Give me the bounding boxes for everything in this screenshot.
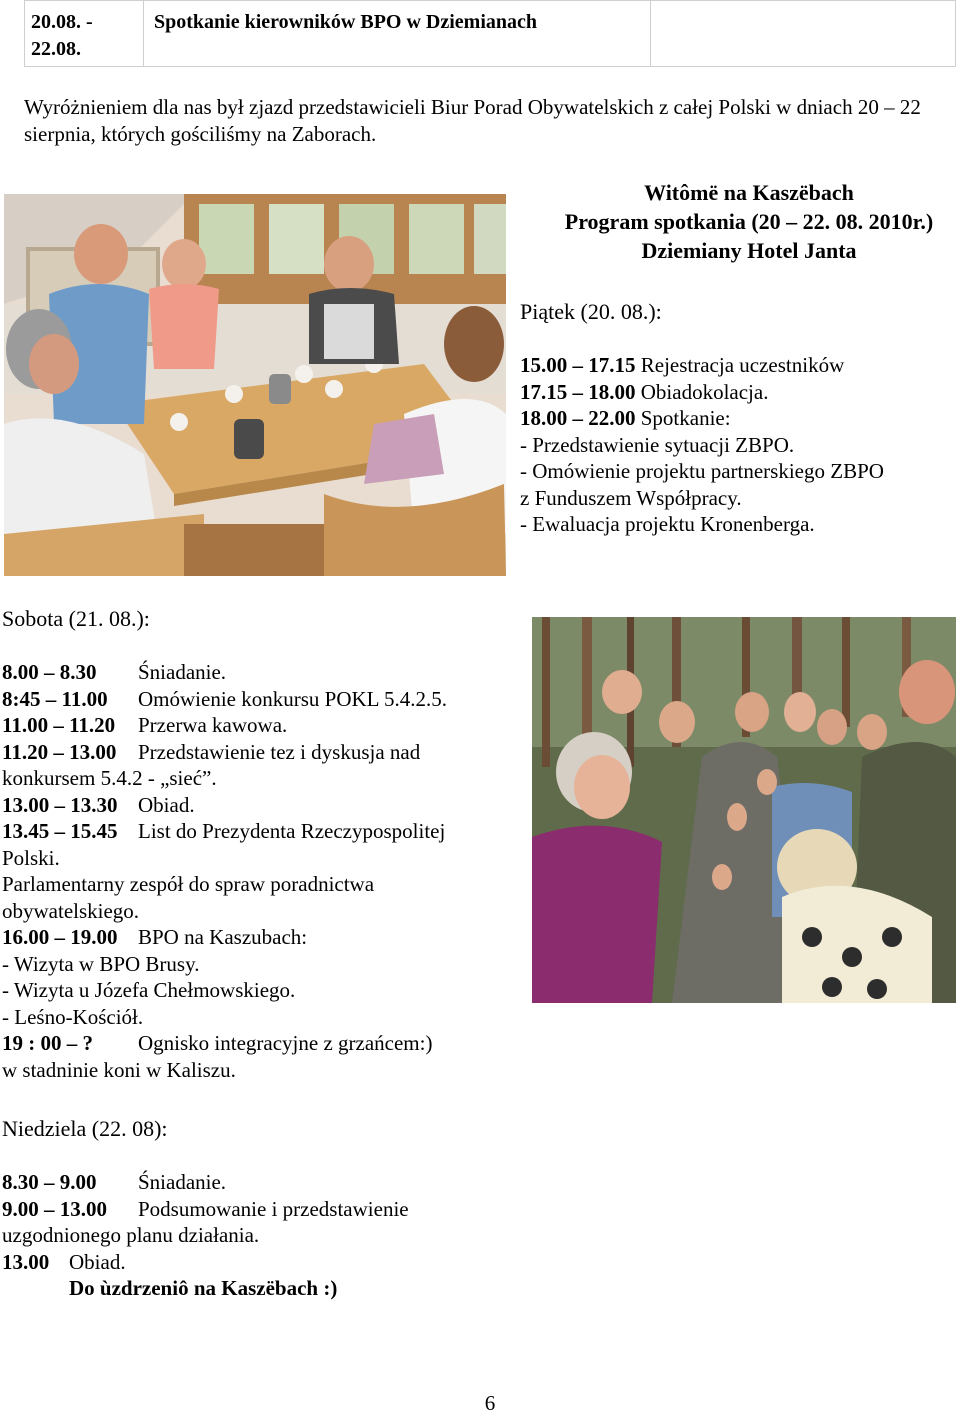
schedule-text: - Omówienie projektu partnerskiego ZBPO xyxy=(520,459,884,483)
schedule-text: w stadninie koni w Kaliszu. xyxy=(2,1057,236,1082)
schedule-time: 15.00 – 17.15 xyxy=(520,353,636,377)
schedule-item xyxy=(2,924,447,951)
saturday-title: Sobota (21. 08.): xyxy=(2,606,150,631)
schedule-time: 19 : 00 – ? xyxy=(2,1031,93,1055)
schedule-item xyxy=(2,1030,447,1057)
schedule-item xyxy=(2,1222,409,1249)
schedule-item xyxy=(2,871,447,898)
schedule-text: Omówienie konkursu POKL 5.4.2.5. xyxy=(138,686,447,711)
schedule-time: 17.15 – 18.00 xyxy=(520,379,636,404)
schedule-item xyxy=(2,951,447,978)
schedule-time: 13.00 – 13.30 xyxy=(2,792,118,817)
schedule-time: 13.00 xyxy=(2,1249,50,1274)
schedule-text: Śniadanie. xyxy=(138,660,227,684)
schedule-item xyxy=(520,352,884,379)
friday-title: Piątek (20. 08.): xyxy=(520,299,662,324)
schedule-item xyxy=(2,1196,409,1223)
schedule-text: Polski. xyxy=(2,845,60,870)
schedule-time: 18.00 – 22.00 xyxy=(520,406,636,430)
schedule-text: BPO na Kaszubach: xyxy=(138,925,308,949)
schedule-item xyxy=(2,898,447,925)
schedule-text: - Wizyta w BPO Brusy. xyxy=(2,951,200,976)
schedule-item xyxy=(2,977,447,1004)
program-heading-1: Witômë na Kaszëbach xyxy=(644,180,854,205)
program-heading-2: Program spotkania (20 – 22. 08. 2010r.) xyxy=(564,209,934,234)
schedule-time: 11.20 – 13.00 xyxy=(2,739,117,764)
schedule-time: 8.00 – 8.30 xyxy=(2,660,97,684)
schedule-item xyxy=(520,405,884,432)
schedule-time: 9.00 – 13.00 xyxy=(2,1196,107,1221)
schedule-item xyxy=(2,1169,409,1196)
schedule-text: konkursem 5.4.2 - „sieć”. xyxy=(2,766,217,790)
schedule-item xyxy=(2,659,447,686)
schedule-item xyxy=(2,1057,447,1084)
schedule-item xyxy=(2,792,447,819)
intro-paragraph: Wyróżnieniem dla nas był zjazd przedstawicieli Biur Porad Obywatelskich z całej Polski w dniach 20 – 22 sierpnia, których gościliśmy na Zaborach. xyxy=(24,95,921,146)
schedule-text: List do Prezydenta Rzeczypospolitej xyxy=(138,819,446,843)
table-empty-cell xyxy=(651,1,956,67)
table-title: Spotkanie kierowników BPO w Dziemianach xyxy=(144,1,651,67)
schedule-text: Śniadanie. xyxy=(138,1170,227,1194)
closing-line: Do ùzdrzeniô na Kaszëbach :) xyxy=(69,1276,338,1300)
header-table xyxy=(24,0,956,67)
schedule-item xyxy=(2,765,447,792)
schedule-time: 8:45 – 11.00 xyxy=(2,686,108,711)
schedule-text: Spotkanie: xyxy=(640,406,731,430)
schedule-item xyxy=(520,379,884,406)
schedule-item xyxy=(520,485,884,512)
schedule-item xyxy=(2,818,447,845)
schedule-time: 11.00 – 11.20 xyxy=(2,713,116,737)
group-stone-photo xyxy=(532,617,956,1003)
schedule-item xyxy=(520,432,884,459)
schedule-text: Obiad. xyxy=(69,1249,126,1274)
schedule-text: obywatelskiego. xyxy=(2,898,140,923)
schedule-text: z Funduszem Współpracy. xyxy=(520,485,742,510)
schedule-item xyxy=(2,1249,409,1276)
schedule-item xyxy=(2,712,447,739)
program-heading-3: Dziemiany Hotel Janta xyxy=(641,238,857,263)
schedule-item xyxy=(2,686,447,713)
table-date: 20.08. - 22.08. xyxy=(25,1,144,67)
schedule-text: Parlamentarny zespół do spraw poradnictwa xyxy=(2,872,375,896)
schedule-text: - Wizyta u Józefa Chełmowskiego. xyxy=(2,978,296,1002)
schedule-time: 8.30 – 9.00 xyxy=(2,1170,97,1194)
sunday-schedule xyxy=(2,1169,409,1302)
meeting-photo xyxy=(4,194,506,576)
schedule-text: Rejestracja uczestników xyxy=(640,353,845,377)
schedule-text: Przedstawienie tez i dyskusja nad xyxy=(138,739,421,764)
schedule-item xyxy=(2,845,447,872)
schedule-item xyxy=(520,511,884,538)
schedule-text: uzgodnionego planu działania. xyxy=(2,1223,260,1247)
schedule-item xyxy=(520,458,884,485)
schedule-time: 13.45 – 15.45 xyxy=(2,819,118,843)
page-number: 6 xyxy=(484,1391,496,1415)
schedule-text: - Leśno-Kościół. xyxy=(2,1004,144,1029)
schedule-text: Ognisko integracyjne z grzańcem:) xyxy=(138,1031,433,1055)
schedule-item xyxy=(2,739,447,766)
schedule-text: Obiadokolacja. xyxy=(640,379,769,404)
friday-schedule xyxy=(520,352,884,538)
schedule-text: Przerwa kawowa. xyxy=(138,713,288,737)
schedule-text: - Przedstawienie sytuacji ZBPO. xyxy=(520,432,795,457)
schedule-text: - Ewaluacja projektu Kronenberga. xyxy=(520,512,815,536)
sunday-title: Niedziela (22. 08): xyxy=(2,1116,168,1141)
saturday-schedule xyxy=(2,659,447,1083)
schedule-time: 16.00 – 19.00 xyxy=(2,925,118,949)
schedule-text: Obiad. xyxy=(138,792,195,817)
schedule-item xyxy=(2,1004,447,1031)
schedule-text: Podsumowanie i przedstawienie xyxy=(138,1196,409,1221)
